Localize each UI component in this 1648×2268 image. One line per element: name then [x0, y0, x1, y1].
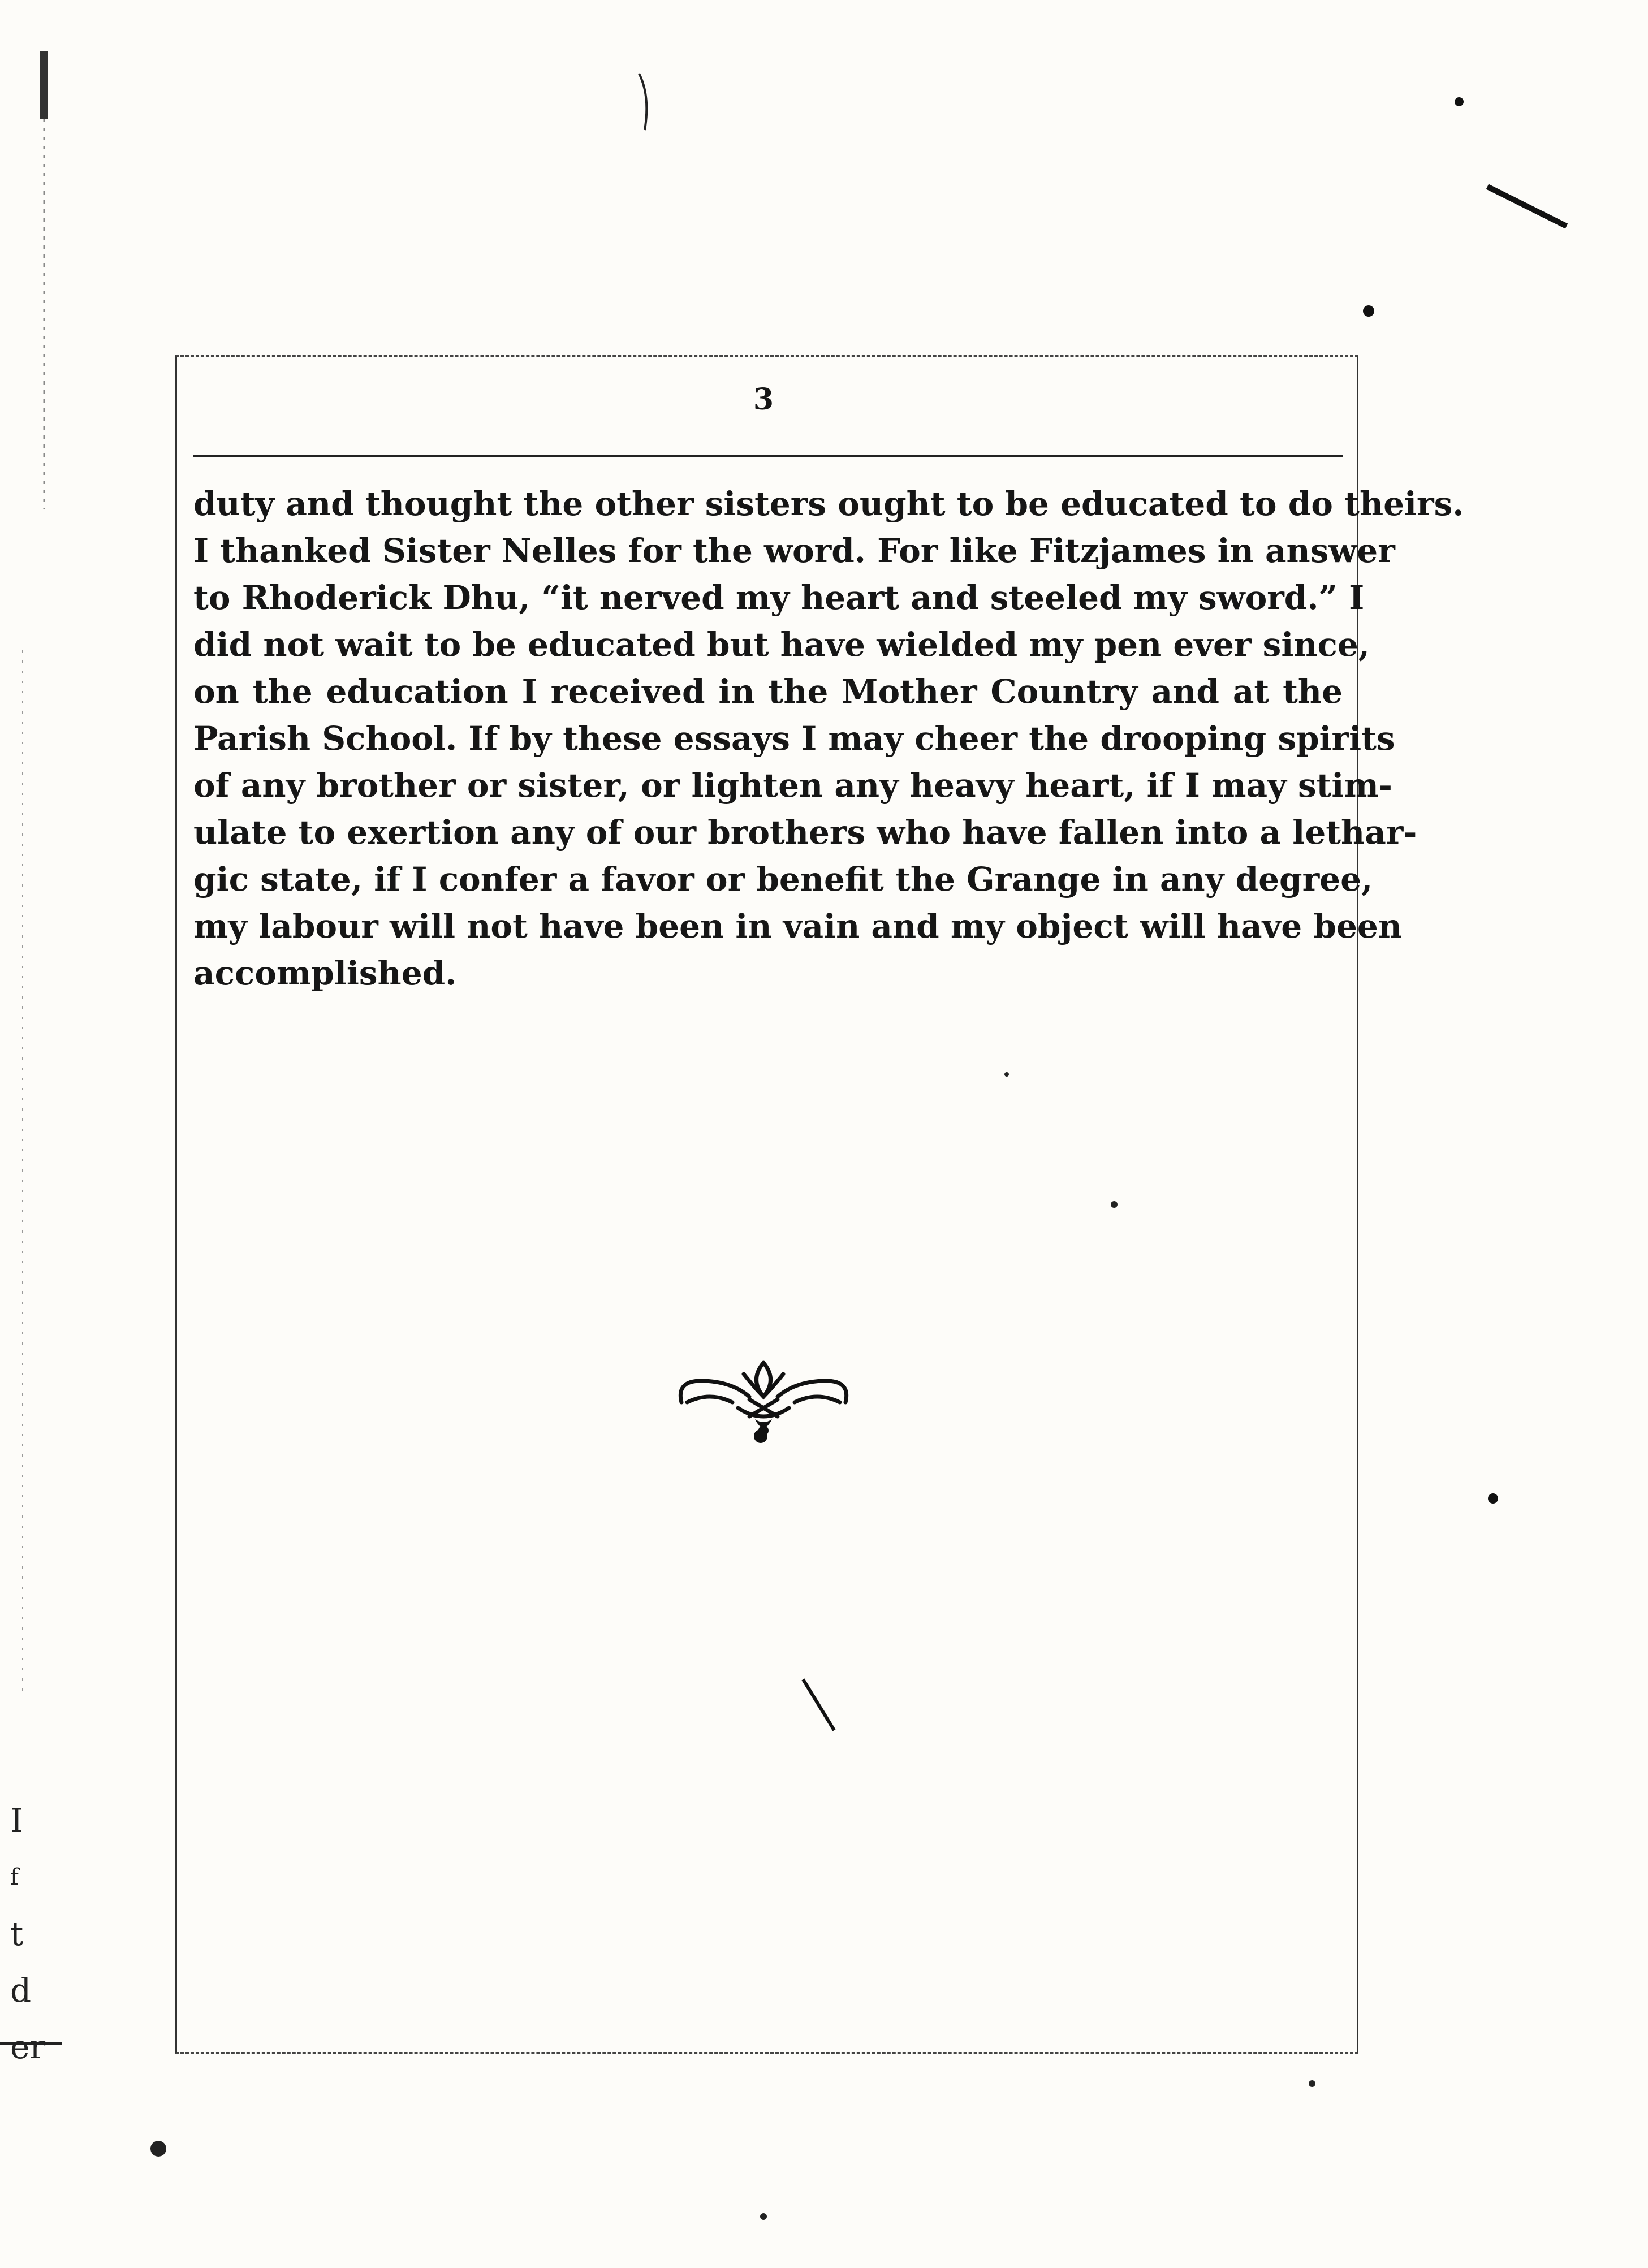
decorative-ornament-icon [670, 1346, 857, 1442]
text-line: of any brother or sister, or lighten any heavy heart, if I may stim- [193, 766, 1392, 805]
header-rule [193, 455, 1343, 457]
text-line: I thanked Sister Nelles for the word. For like Fitzjames in answer [193, 532, 1395, 570]
margin-fragment [10, 1792, 55, 2075]
margin-letter: f [10, 1864, 19, 1890]
text-line: Parish School. If by these essays I may cheer the drooping spirits [193, 719, 1395, 758]
margin-letter: er [10, 2028, 46, 2066]
text-line: duty and thought the other sisters ought to be educated to do theirs. [193, 485, 1464, 523]
text-line: gic state, if I confer a favor or benefit the Grange in any degree, [193, 860, 1373, 898]
text-line: accomplished. [193, 954, 457, 992]
body-paragraph [193, 481, 1464, 997]
text-line: to Rhoderick Dhu, “it nerved my heart and steeled my sword.” I [193, 578, 1365, 617]
margin-letter: d [10, 1971, 32, 2010]
text-line: did not wait to be educated but have wielded my pen ever since, [193, 625, 1370, 664]
text-line: ulate to exertion any of our brothers who have fallen into a lethar- [193, 813, 1417, 852]
margin-letter: I [10, 1802, 23, 1840]
margin-letter: t [10, 1915, 24, 1953]
text-line: on the education I received in the Mother Country and at the [193, 672, 1343, 711]
margin-rule [0, 2042, 62, 2045]
text-line: my labour will not have been in vain and my object will have been [193, 907, 1402, 945]
page-number: 3 [753, 382, 774, 417]
